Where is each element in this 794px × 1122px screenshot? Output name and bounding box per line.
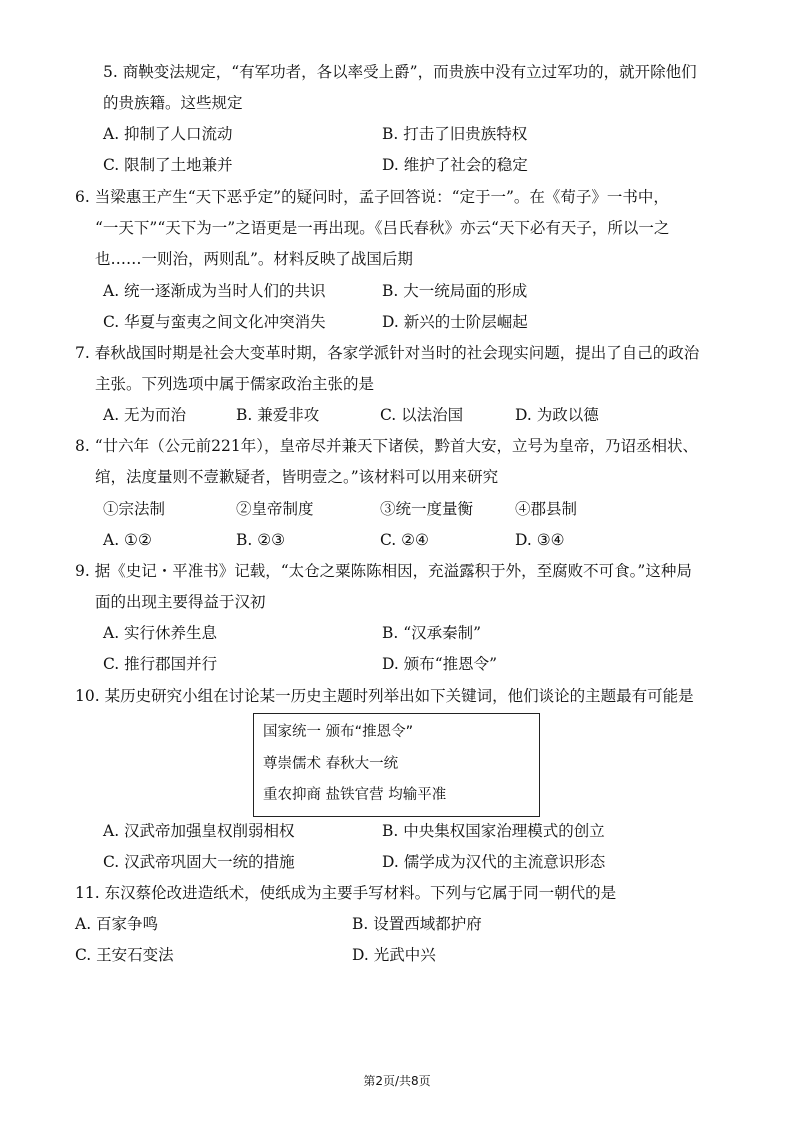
q7-option-a: A. 无为而治: [103, 406, 187, 424]
q10-keyword-box: [253, 713, 540, 817]
page-number: 第2页/共8页: [363, 1074, 431, 1088]
q6-option-a: A. 统一逐渐成为当时人们的共识: [103, 282, 326, 300]
q8-item-1: ①宗法制: [103, 500, 166, 518]
q11-option-d: D. 光武中兴: [352, 946, 436, 964]
q5-option-b: B. 打击了旧贵族特权: [382, 125, 528, 143]
q9-option-d: D. 颁布“推恩令”: [382, 655, 498, 673]
q8-stem-line1: 8. “廿六年（公元前221年），皇帝尽并兼天下诸侯，黔首大安，立号为皇帝，乃诏丞相状、: [75, 437, 698, 455]
q8-stem-line2: 绾，法度量则不壹歉疑者，皆明壹之。”该材料可以用来研究: [95, 468, 499, 486]
q6-option-d: D. 新兴的士阶层崛起: [382, 313, 528, 331]
q6-stem-line3: 也……一则治，两则乱”。材料反映了战国后期: [95, 250, 413, 268]
q5-option-a: A. 抑制了人口流动: [103, 125, 233, 143]
q7-stem-line1: 7. 春秋战国时期是社会大变革时期，各家学派针对当时的社会现实问题，提出了自己的政治: [75, 344, 700, 362]
q5-stem-line1: 5. 商鞅变法规定，“有军功者，各以率受上爵”，而贵族中没有立过军功的，就开除他们: [103, 63, 697, 81]
q7-option-c: C. 以法治国: [380, 406, 464, 424]
q8-option-a: A. ①②: [103, 531, 152, 549]
q5-option-c: C. 限制了土地兼并: [103, 156, 233, 174]
q10-option-a: A. 汉武帝加强皇权削弱相权: [103, 822, 295, 840]
q8-item-3: ③统一度量衡: [380, 500, 474, 518]
q8-option-d: D. ③④: [515, 531, 565, 549]
q9-option-a: A. 实行休养生息: [103, 624, 218, 642]
q11-option-b: B. 设置西域都护府: [352, 915, 482, 933]
q8-item-2: ②皇帝制度: [236, 500, 314, 518]
q9-stem-line2: 面的出现主要得益于汉初: [95, 593, 266, 611]
q11-stem-line1: 11. 东汉蔡伦改进造纸术，使纸成为主要手写材料。下列与它属于同一朝代的是: [75, 884, 617, 902]
q6-stem-line1: 6. 当梁惠王产生“天下恶乎定”的疑问时，孟子回答说：“定于一”。在《荀子》一书中，: [75, 188, 669, 206]
q5-stem-line2: 的贵族籍。这些规定: [103, 94, 243, 112]
q9-stem-line1: 9. 据《史记・平准书》记载，“太仓之粟陈陈相因，充溢露积于外，至腐败不可食。”这种局: [75, 562, 692, 580]
q6-option-b: B. 大一统局面的形成: [382, 282, 528, 300]
q6-stem-line2: “一天下”“天下为一”之语更是一再出现。《吕氏春秋》亦云“天下必有天子，所以一之: [95, 219, 670, 237]
q8-option-b: B. ②③: [236, 531, 286, 549]
q10-option-c: C. 汉武帝巩固大一统的措施: [103, 853, 295, 871]
q8-option-c: C. ②④: [380, 531, 429, 549]
q7-stem-line2: 主张。下列选项中属于儒家政治主张的是: [95, 375, 375, 393]
q10-stem-line1: 10. 某历史研究小组在讨论某一历史主题时列举出如下关键词，他们谈论的主题最有可能是: [75, 687, 694, 705]
q8-item-4: ④郡县制: [515, 500, 578, 518]
q9-option-b: B. “汉承秦制”: [382, 624, 482, 642]
q9-option-c: C. 推行郡国并行: [103, 655, 218, 673]
q7-option-b: B. 兼爱非攻: [236, 406, 320, 424]
q5-option-d: D. 维护了社会的稳定: [382, 156, 528, 174]
q10-keyword-line2: 尊崇儒术 春秋大一统: [263, 756, 399, 772]
q10-keyword-line1: 国家统一 颁布“推恩令”: [263, 724, 414, 740]
q10-option-d: D. 儒学成为汉代的主流意识形态: [382, 853, 606, 871]
q7-option-d: D. 为政以德: [515, 406, 599, 424]
q10-keyword-line3: 重农抑商 盐铁官营 均输平准: [263, 787, 447, 803]
q11-option-c: C. 王安石变法: [75, 946, 174, 964]
q6-option-c: C. 华夏与蛮夷之间文化冲突消失: [103, 313, 326, 331]
q10-option-b: B. 中央集权国家治理模式的创立: [382, 822, 605, 840]
q11-option-a: A. 百家争鸣: [75, 915, 159, 933]
